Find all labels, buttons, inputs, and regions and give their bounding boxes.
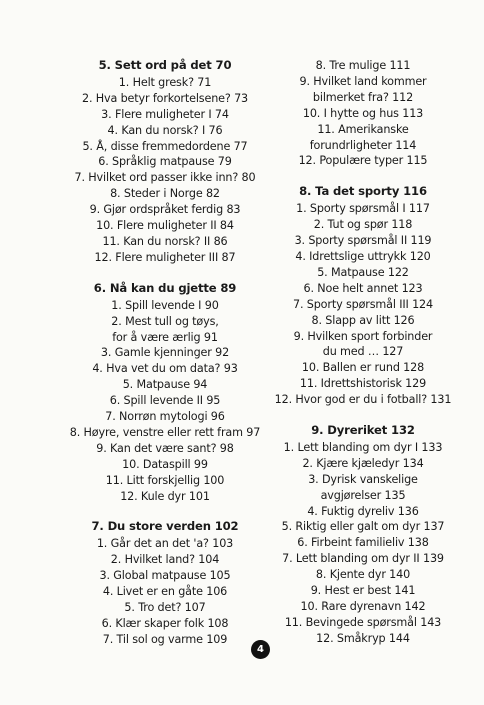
toc-entry: 9. Hest er best 141 [310,584,416,598]
toc-entry: 6. Spill levende II 95 [109,394,221,408]
toc-entry: 11. Bevingede spørsmål 143 [284,615,442,629]
toc-entry: 3. Dyrisk vanskelige [308,472,418,486]
chapter-title: 5. Sett ord på det 70 [98,58,232,72]
right-column [228,58,484,662]
toc-entry: 3. Gamle kjenninger 92 [100,346,230,360]
toc-entry: 2. Mest tull og tøys, [111,314,219,328]
toc-entry: 4. Kan du norsk? I 76 [107,123,223,137]
toc-entry: forundrligheter 114 [309,138,417,152]
toc-entry: 10. Rare dyrenavn 142 [300,600,426,613]
toc-entry: 4. Idrettslige uttrykk 120 [295,249,431,263]
toc-entry: 8. Kjente dyr 140 [315,568,411,582]
toc-entry: 1. Helt gresk? 71 [118,75,212,89]
toc-entry: 4. Fuktig dyreliv 136 [307,504,419,518]
toc-entry: 12. Flere muligheter III 87 [94,250,236,264]
toc-entry: bilmerket fra? 112 [312,90,414,104]
toc-entry: 9. Hvilket land kommer [299,74,427,88]
toc-entry: 5. Matpause 94 [122,378,208,392]
toc-entry: 6. Klær skaper folk 108 [101,616,229,630]
chapter-title: 6. Nå kan du gjette 89 [93,280,237,295]
toc-entry: 4. Livet er en gåte 106 [102,585,228,599]
toc-entry: 1. Lett blanding om dyr I 133 [283,440,443,454]
toc-entry: 8. Slapp av litt 126 [311,313,415,327]
toc-entry: 12. Småkryp 144 [316,631,410,645]
toc-entry: 4. Hva vet du om data? 93 [92,362,238,376]
toc-entry: 2. Tut og spør 118 [313,218,413,232]
toc-entry: 3. Sporty spørsmål II 119 [294,234,432,248]
chapter-title: 8. Ta det sporty 116 [299,184,427,199]
toc-entry: 10. Flere muligheter II 84 [96,219,234,233]
chapter-9 [228,423,484,647]
toc-entry: 1. Sporty spørsmål I 117 [296,202,430,216]
toc-entry: 7. Hvilket ord passer ikke inn? 80 [74,171,256,185]
toc-entry: 7. Lett blanding om dyr II 139 [282,552,444,566]
toc-entry: 7. Til sol og varme 109 [102,632,228,646]
toc-entry: 2. Kjære kjæledyr 134 [302,456,424,470]
toc-entry: 7. Norrøn mytologi 96 [105,410,225,424]
toc-entry: 6. Noe helt annet 123 [303,281,423,295]
toc-entry: 11. Kan du norsk? II 86 [102,234,228,248]
chapter-7-continued [228,58,484,169]
page-number-badge: 4 [251,640,270,659]
toc-entry: 11. Litt forskjellig 100 [105,473,225,487]
toc-entry: 8. Steder i Norge 82 [110,187,220,201]
toc-entry: 5. Riktig eller galt om dyr 137 [281,520,445,534]
toc-entry: 12. Populære typer 115 [298,154,428,168]
chapter-8 [228,184,484,408]
chapter-title: 9. Dyreriket 132 [311,423,415,438]
toc-entry: 5. Matpause 122 [317,265,409,279]
toc-entry: 8. Tre mulige 111 [315,59,411,72]
toc-entry: 11. Amerikanske [317,122,409,136]
toc-entry: 2. Hva betyr forkortelsene? 73 [81,91,249,105]
toc-entry: 12. Kule dyr 101 [120,489,210,503]
toc-entry: 6. Språklig matpause 79 [98,155,232,169]
toc-entry: 5. Å, disse fremmedordene 77 [82,139,248,153]
toc-entry: 10. Ballen er rund 128 [301,361,425,375]
chapter-title: 7. Du store verden 102 [91,519,239,534]
toc-entry: 6. Firbeint familieliv 138 [297,536,429,550]
toc-entry: 1. Spill levende I 90 [111,298,219,312]
toc-entry: 12. Hvor god er du i fotball? 131 [274,393,452,407]
toc-entry: 9. Gjør ordspråket ferdig 83 [89,203,241,217]
toc-entry: 9. Hvilken sport forbinder [293,329,433,343]
toc-entry: 10. Dataspill 99 [122,457,208,471]
toc-entry: 2. Hvilket land? 104 [110,553,220,567]
toc-entry: 5. Tro det? 107 [124,601,206,614]
toc-entry: 3. Global matpause 105 [99,569,231,583]
toc-entry: du med … 127 [322,345,404,359]
toc-entry: 1. Går det an det 'a? 103 [96,537,234,551]
toc-entry: 11. Idrettshistorisk 129 [299,377,427,391]
toc-entry: for å være ærlig 91 [112,330,218,344]
toc-entry: 10. I hytte og hus 113 [302,106,424,120]
toc-entry: avgjørelser 135 [320,488,406,502]
toc-entry: 7. Sporty spørsmål III 124 [293,297,433,311]
toc-entry: 9. Kan det være sant? 98 [96,441,234,455]
toc-entry: 3. Flere muligheter I 74 [101,107,229,121]
toc-entry: 8. Høyre, venstre eller rett fram 97 [69,425,261,439]
